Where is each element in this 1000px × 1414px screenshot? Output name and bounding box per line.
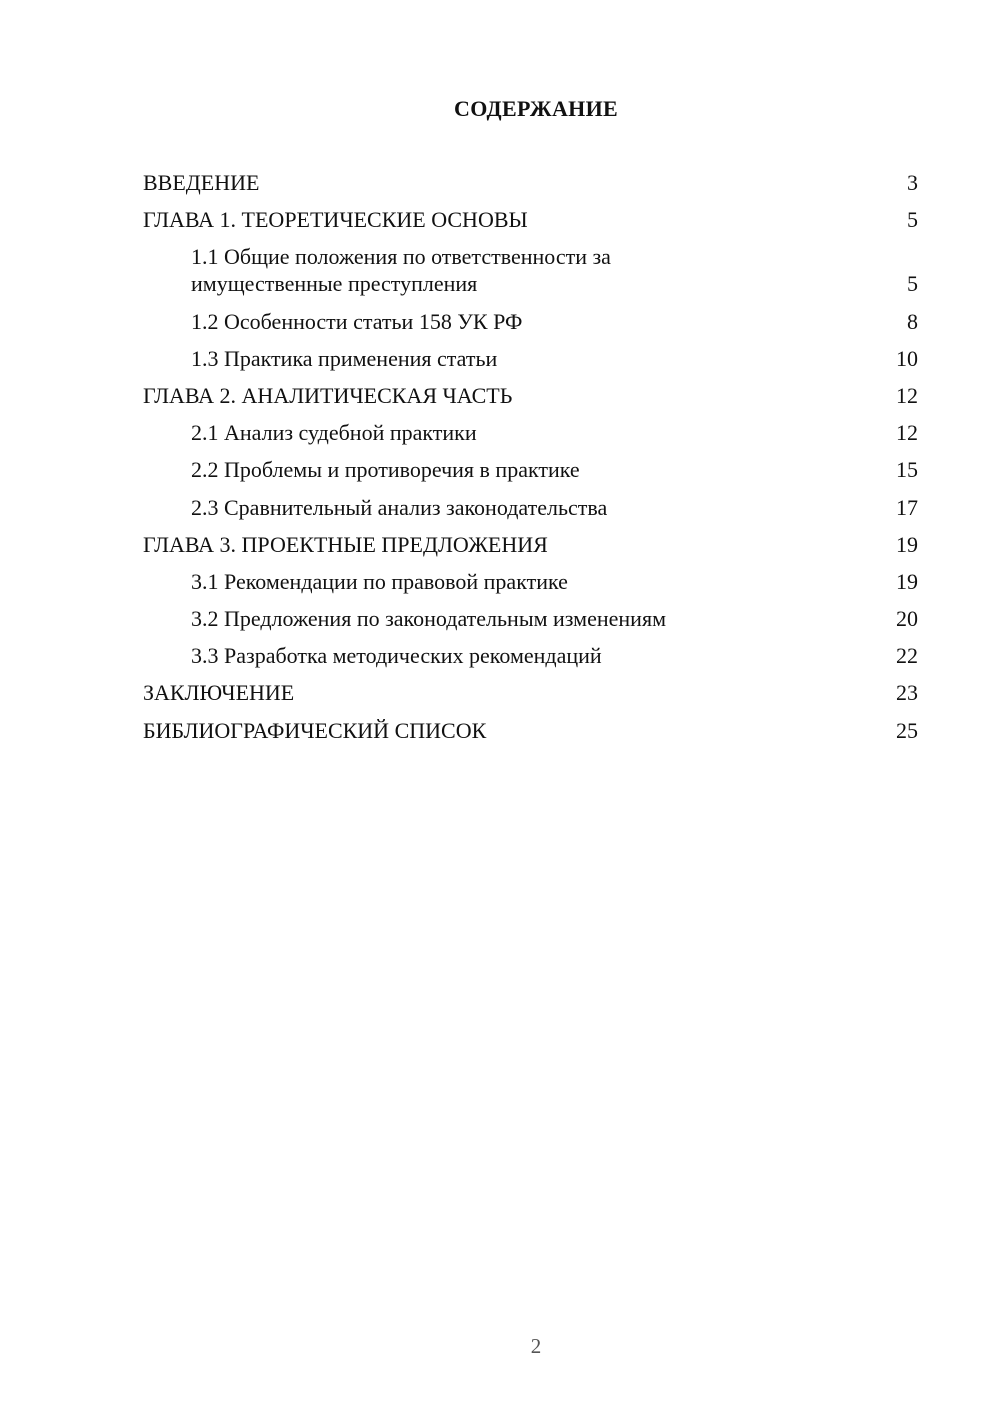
toc-entry[interactable] — [143, 568, 918, 595]
toc-entry-page: 3 — [907, 170, 918, 195]
toc-entry[interactable] — [143, 169, 918, 196]
toc-entry-page: 15 — [896, 457, 918, 483]
toc-entry[interactable] — [143, 382, 918, 409]
toc-entry-page: 10 — [896, 345, 918, 371]
toc-entry[interactable] — [143, 679, 918, 706]
toc-entry[interactable] — [143, 494, 918, 521]
toc-entry[interactable] — [143, 419, 918, 446]
toc-entry[interactable] — [143, 308, 918, 335]
toc-entry[interactable] — [143, 243, 918, 297]
toc-entry-page: 19 — [896, 568, 918, 594]
toc-entry[interactable] — [143, 456, 918, 483]
toc-entry[interactable] — [143, 345, 918, 372]
toc-entry-label: 1.1 Общие положения по ответственности за имущественные преступления — [191, 244, 611, 297]
toc-entry-label: 1.3 Практика применения статьи — [191, 345, 498, 371]
toc-entry-label: ВВЕДЕНИЕ — [143, 170, 260, 195]
toc-entry-label: ГЛАВА 2. АНАЛИТИЧЕСКАЯ ЧАСТЬ — [143, 382, 513, 408]
toc-entry-page: 5 — [907, 207, 918, 233]
toc-entry-page: 5 — [907, 271, 918, 297]
toc-entry-page: 22 — [896, 643, 918, 669]
toc-entry-page: 17 — [896, 494, 918, 520]
toc-entry-label: 2.2 Проблемы и противоречия в практике — [191, 457, 580, 483]
toc-entry-label: 1.2 Особенности статьи 158 УК РФ — [191, 308, 523, 334]
toc-entry-page: 20 — [896, 606, 918, 632]
toc-entry-label: 3.1 Рекомендации по правовой практике — [191, 568, 568, 594]
toc-entry-label: ГЛАВА 3. ПРОЕКТНЫЕ ПРЕДЛОЖЕНИЯ — [143, 531, 548, 557]
toc-entry[interactable] — [143, 605, 918, 632]
toc-entry-page: 8 — [907, 308, 918, 334]
toc-title: СОДЕРЖАНИЕ — [454, 96, 618, 121]
toc-entry-page: 12 — [896, 420, 918, 446]
toc-entry[interactable] — [143, 717, 918, 744]
toc-entry[interactable] — [143, 642, 918, 669]
toc-entry-page: 12 — [896, 382, 918, 408]
toc-entry[interactable] — [143, 206, 918, 233]
toc-entry-label: ГЛАВА 1. ТЕОРЕТИЧЕСКИЕ ОСНОВЫ — [143, 207, 528, 233]
toc-entry-label: ЗАКЛЮЧЕНИЕ — [143, 680, 295, 706]
toc-entry-label: 2.3 Сравнительный анализ законодательства — [191, 494, 608, 520]
table-of-contents — [143, 169, 918, 754]
toc-entry-label: 2.1 Анализ судебной практики — [191, 420, 477, 446]
toc-entry-label: 3.3 Разработка методических рекомендаций — [191, 643, 602, 669]
toc-entry-page: 23 — [896, 680, 918, 706]
toc-entry-page: 25 — [896, 717, 918, 743]
toc-entry-label: 3.2 Предложения по законодательным изменениям — [191, 606, 666, 632]
toc-entry[interactable] — [143, 531, 918, 558]
toc-entry-label: БИБЛИОГРАФИЧЕСКИЙ СПИСОК — [143, 717, 487, 743]
toc-entry-page: 19 — [896, 531, 918, 557]
page-number: 2 — [530, 1334, 542, 1358]
